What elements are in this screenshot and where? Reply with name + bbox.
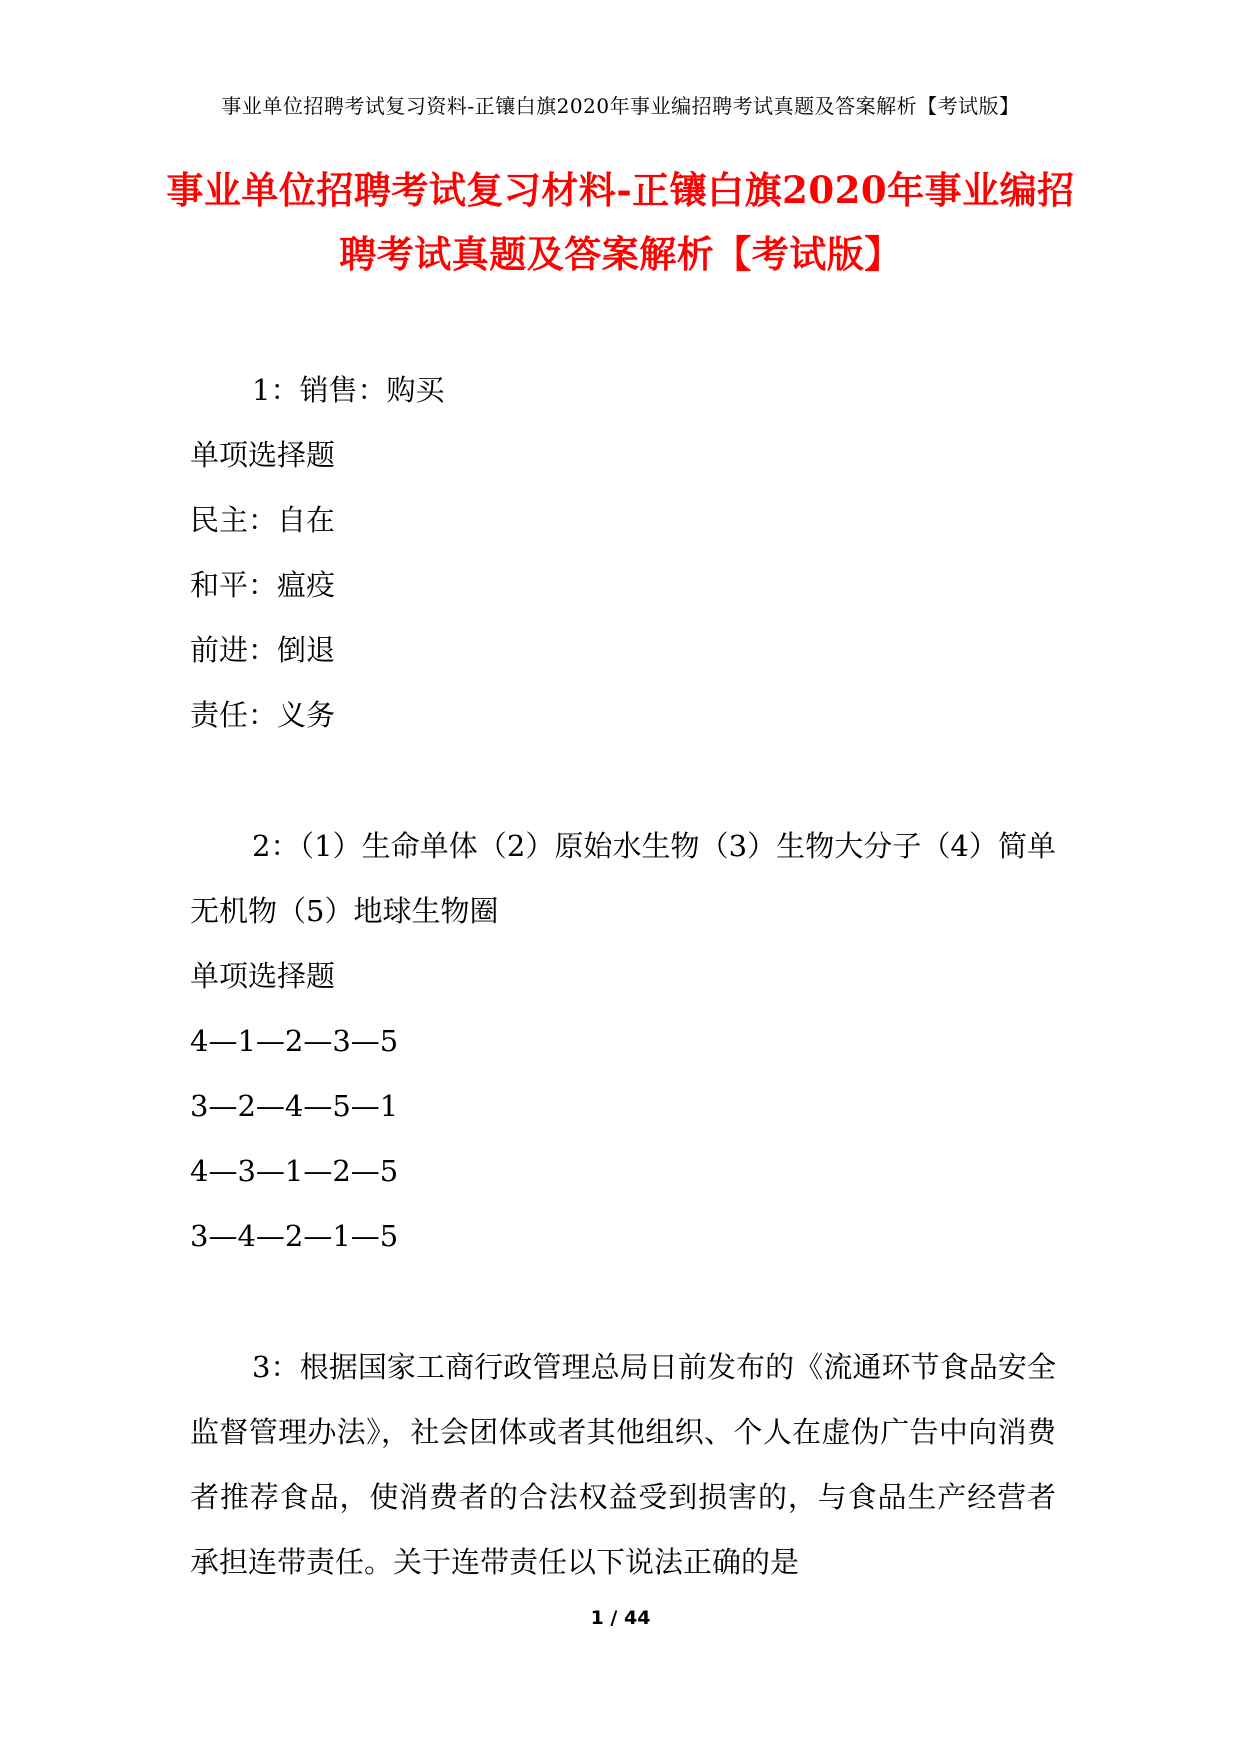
document-body: [190, 358, 1056, 1595]
question-stem: 2：（1）生命单体（2）原始水生物（3）生物大分子（4）简单无机物（5）地球生物圈: [190, 829, 1056, 928]
question-type: 单项选择题: [190, 438, 336, 472]
question-type: 单项选择题: [190, 959, 336, 993]
answer-option: 责任：义务: [190, 698, 336, 732]
question-1: [190, 358, 1056, 748]
answer-option: 和平：瘟疫: [190, 568, 336, 602]
question-2: [190, 814, 1056, 1269]
question-stem: 3：根据国家工商行政管理总局日前发布的《流通环节食品安全监督管理办法》，社会团体或者其他组织、个人在虚伪广告中向消费者推荐食品，使消费者的合法权益受到损害的，与食品生产经营者承担连带责任。关于连带责任以下说法正确的是: [190, 1350, 1056, 1579]
document-title: 事业单位招聘考试复习材料-正镶白旗2020年事业编招聘考试真题及答案解析【考试版】: [166, 168, 1075, 276]
spacer: [190, 1269, 1056, 1335]
answer-option: 民主：自在: [190, 503, 336, 537]
question-3: [190, 1335, 1056, 1595]
answer-option: 4—3—1—2—5: [190, 1154, 399, 1188]
question-stem: 1：销售：购买: [252, 373, 445, 407]
running-header: 事业单位招聘考试复习资料-正镶白旗2020年事业编招聘考试真题及答案解析【考试版】: [221, 94, 1020, 118]
answer-option: 3—4—2—1—5: [190, 1219, 399, 1253]
answer-option: 3—2—4—5—1: [190, 1089, 399, 1123]
answer-option: 前进：倒退: [190, 633, 336, 667]
spacer: [190, 748, 1056, 814]
answer-option: 4—1—2—3—5: [190, 1024, 399, 1058]
page-number: 1 / 44: [590, 1607, 651, 1629]
